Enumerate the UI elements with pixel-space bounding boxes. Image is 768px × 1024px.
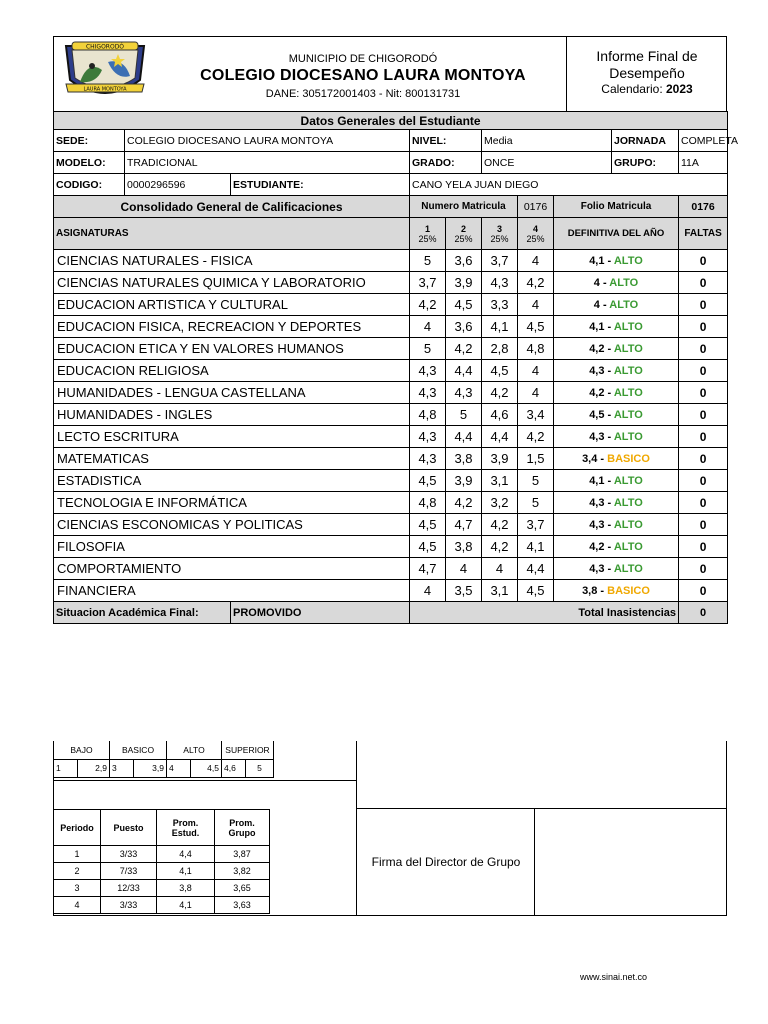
period-3-grade: 4,2 — [482, 514, 518, 536]
situacion-value: PROMOVIDO — [231, 602, 410, 624]
period-3-grade: 3,7 — [482, 250, 518, 272]
total-inasistencias-label: Total Inasistencias — [410, 602, 679, 624]
period-3-grade: 4,2 — [482, 382, 518, 404]
period-1-pct: 25% — [418, 233, 437, 244]
period-3-pct: 25% — [490, 233, 509, 244]
final-grade: 4,2 - ALTO — [554, 338, 679, 360]
grade-row — [54, 294, 728, 316]
period-2-grade: 4,7 — [446, 514, 482, 536]
final-grade-value: 3,8 — [582, 584, 598, 597]
faltas-value: 0 — [679, 536, 728, 558]
period-4-grade: 1,5 — [518, 448, 554, 470]
period-2-grade: 4,3 — [446, 382, 482, 404]
subject-name: CIENCIAS ESCONOMICAS Y POLITICAS — [54, 514, 410, 536]
period-3-grade: 4,6 — [482, 404, 518, 426]
period-3-grade: 3,1 — [482, 580, 518, 602]
period-1-number: 1 — [424, 223, 430, 234]
footer-url: www.sinai.net.co — [580, 972, 648, 982]
period-2-grade: 3,6 — [446, 250, 482, 272]
performance-level: ALTO — [613, 320, 643, 333]
scale-superior-min: 4,6 — [222, 759, 246, 777]
final-grade: 3,8 - BASICO — [554, 580, 679, 602]
grade-row — [54, 360, 728, 382]
period-summary-row — [54, 846, 270, 863]
period-3-grade: 3,2 — [482, 492, 518, 514]
period-1-grade: 4,5 — [410, 470, 446, 492]
final-grade-value: 4,2 — [589, 386, 605, 399]
period-4-grade: 4,2 — [518, 272, 554, 294]
grade-row — [54, 580, 728, 602]
scale-basico-max: 3,9 — [134, 759, 167, 777]
period-4-grade: 4,2 — [518, 426, 554, 448]
period-4-grade: 4,8 — [518, 338, 554, 360]
final-grade: 4,1 - ALTO — [554, 470, 679, 492]
final-grade: 4 - ALTO — [554, 294, 679, 316]
period-1-grade: 4 — [410, 316, 446, 338]
jornada-value: COMPLETA — [679, 130, 728, 152]
period-1-grade: 4,5 — [410, 514, 446, 536]
grade-row — [54, 272, 728, 294]
col-period-2 — [446, 218, 482, 250]
period-4-grade: 5 — [518, 492, 554, 514]
final-grade: 4,5 - ALTO — [554, 404, 679, 426]
final-grade: 4,2 - ALTO — [554, 536, 679, 558]
subject-name: ESTADISTICA — [54, 470, 410, 492]
subject-name: HUMANIDADES - INGLES — [54, 404, 410, 426]
periodo: 4 — [54, 897, 101, 914]
grades-section-title: Consolidado General de Calificaciones — [54, 196, 410, 218]
scale-divider — [53, 780, 357, 781]
subject-name: COMPORTAMIENTO — [54, 558, 410, 580]
performance-level: ALTO — [609, 276, 639, 289]
school-info — [160, 40, 566, 110]
grade-row — [54, 382, 728, 404]
final-grade-value: 3,4 — [582, 452, 598, 465]
subject-name: TECNOLOGIA E INFORMÁTICA — [54, 492, 410, 514]
puesto: 7/33 — [101, 863, 157, 880]
scale-superior-label: SUPERIOR — [222, 741, 274, 759]
period-2-grade: 4,2 — [446, 492, 482, 514]
grades-header-row — [54, 218, 728, 250]
sede-row — [54, 130, 728, 152]
final-grade-value: 4,2 — [589, 540, 605, 553]
final-grade-value: 4,3 — [589, 518, 605, 531]
col-puesto: Puesto — [101, 810, 157, 846]
col-period-4 — [518, 218, 554, 250]
period-3-grade: 3,9 — [482, 448, 518, 470]
logo-bottom-text: LAURA MONTOYA — [83, 86, 127, 93]
col-prom-estud: Prom. Estud. — [157, 810, 215, 846]
period-3-grade: 4 — [482, 558, 518, 580]
performance-level: ALTO — [613, 540, 643, 553]
performance-level: ALTO — [613, 386, 643, 399]
periodo: 2 — [54, 863, 101, 880]
scale-alto-min: 4 — [167, 759, 191, 777]
situacion-row — [54, 602, 728, 624]
grade-row — [54, 470, 728, 492]
period-1-grade: 4,8 — [410, 492, 446, 514]
modelo-row — [54, 152, 728, 174]
period-3-grade: 2,8 — [482, 338, 518, 360]
subject-name: EDUCACION RELIGIOSA — [54, 360, 410, 382]
faltas-value: 0 — [679, 514, 728, 536]
faltas-value: 0 — [679, 448, 728, 470]
jornada-label: JORNADA — [612, 130, 679, 152]
sede-value: COLEGIO DIOCESANO LAURA MONTOYA — [125, 130, 410, 152]
scale-bajo-label: BAJO — [54, 741, 110, 759]
period-4-grade: 4 — [518, 360, 554, 382]
period-3-grade: 4,1 — [482, 316, 518, 338]
performance-level: ALTO — [613, 364, 643, 377]
final-grade-value: 4 — [593, 276, 600, 289]
scale-bajo-min: 1 — [54, 759, 78, 777]
report-title-box — [566, 36, 727, 112]
grado-label: GRADO: — [410, 152, 482, 174]
period-summary-table — [53, 809, 270, 914]
scale-superior-max: 5 — [246, 759, 274, 777]
period-1-grade: 4,3 — [410, 360, 446, 382]
performance-level: ALTO — [609, 298, 639, 311]
period-2-grade: 3,5 — [446, 580, 482, 602]
col-definitiva: DEFINITIVA DEL AÑO — [554, 218, 679, 250]
final-grade: 3,4 - BASICO — [554, 448, 679, 470]
grade-row — [54, 316, 728, 338]
final-grade-value: 4,5 — [589, 408, 605, 421]
prom-grupo: 3,63 — [215, 897, 270, 914]
col-faltas: FALTAS — [679, 218, 728, 250]
period-1-grade: 3,7 — [410, 272, 446, 294]
period-1-grade: 4,5 — [410, 536, 446, 558]
grade-row — [54, 338, 728, 360]
scale-basico-label: BASICO — [110, 741, 167, 759]
period-2-grade: 3,8 — [446, 448, 482, 470]
period-2-grade: 3,8 — [446, 536, 482, 558]
codigo-value: 0000296596 — [125, 174, 231, 196]
final-grade: 4,3 - ALTO — [554, 360, 679, 382]
school-logo — [58, 40, 152, 106]
final-grade-value: 4,2 — [589, 342, 605, 355]
periodo: 1 — [54, 846, 101, 863]
col-periodo: Periodo — [54, 810, 101, 846]
period-3-grade: 4,3 — [482, 272, 518, 294]
period-4-grade: 4,5 — [518, 316, 554, 338]
final-grade: 4,3 - ALTO — [554, 514, 679, 536]
grupo-value: 11A — [679, 152, 728, 174]
prom-grupo: 3,82 — [215, 863, 270, 880]
calendar-label: Calendario: — [601, 82, 663, 96]
period-4-grade: 4,5 — [518, 580, 554, 602]
prom-estud: 4,1 — [157, 897, 215, 914]
period-2-grade: 3,6 — [446, 316, 482, 338]
folio-matricula-value: 0176 — [679, 196, 728, 218]
main-table — [53, 111, 738, 624]
puesto: 12/33 — [101, 880, 157, 897]
final-grade: 4,3 - ALTO — [554, 426, 679, 448]
subject-name: CIENCIAS NATURALES QUIMICA Y LABORATORIO — [54, 272, 410, 294]
prom-estud: 4,1 — [157, 863, 215, 880]
period-summary-row — [54, 897, 270, 914]
report-title-line1: Informe Final de — [596, 48, 698, 64]
periodo: 3 — [54, 880, 101, 897]
period-1-grade: 5 — [410, 338, 446, 360]
performance-level: ALTO — [613, 518, 643, 531]
numero-matricula-value: 0176 — [518, 196, 554, 218]
grade-rows — [54, 250, 728, 602]
final-grade-value: 4,1 — [589, 320, 605, 333]
period-1-grade: 5 — [410, 250, 446, 272]
period-4-grade: 3,4 — [518, 404, 554, 426]
prom-estud: 4,4 — [157, 846, 215, 863]
period-2-grade: 4,2 — [446, 338, 482, 360]
period-4-pct: 25% — [526, 233, 545, 244]
grade-row — [54, 448, 728, 470]
calendar-value: 2023 — [666, 82, 693, 96]
period-2-grade: 4,4 — [446, 360, 482, 382]
grade-row — [54, 250, 728, 272]
period-3-grade: 4,2 — [482, 536, 518, 558]
grade-row — [54, 558, 728, 580]
period-summary-row — [54, 863, 270, 880]
dane-nit: DANE: 305172001403 - Nit: 800131731 — [265, 88, 461, 100]
faltas-value: 0 — [679, 272, 728, 294]
puesto: 3/33 — [101, 846, 157, 863]
report-title — [567, 48, 727, 82]
school-name: COLEGIO DIOCESANO LAURA MONTOYA — [200, 67, 526, 84]
faltas-value: 0 — [679, 316, 728, 338]
period-2-number: 2 — [460, 223, 466, 234]
period-1-grade: 4 — [410, 580, 446, 602]
period-3-number: 3 — [496, 223, 502, 234]
period-2-grade: 5 — [446, 404, 482, 426]
period-3-grade: 3,1 — [482, 470, 518, 492]
performance-level: ALTO — [613, 430, 643, 443]
signature-label: Firma del Director de Grupo — [371, 855, 521, 869]
period-summary-row — [54, 880, 270, 897]
modelo-value: TRADICIONAL — [125, 152, 410, 174]
codigo-label: CODIGO: — [54, 174, 125, 196]
performance-level: ALTO — [613, 496, 643, 509]
subject-name: LECTO ESCRITURA — [54, 426, 410, 448]
scale-alto-max: 4,5 — [191, 759, 222, 777]
subject-name: EDUCACION ARTISTICA Y CULTURAL — [54, 294, 410, 316]
student-section-title: Datos Generales del Estudiante — [54, 112, 728, 130]
period-4-grade: 4,1 — [518, 536, 554, 558]
estudiante-label: ESTUDIANTE: — [231, 174, 410, 196]
total-inasistencias-value: 0 — [679, 602, 728, 624]
report-title-line2: Desempeño — [609, 65, 685, 81]
performance-level: ALTO — [613, 342, 643, 355]
final-grade-value: 4,1 — [589, 254, 605, 267]
subject-name: HUMANIDADES - LENGUA CASTELLANA — [54, 382, 410, 404]
grade-row — [54, 492, 728, 514]
faltas-value: 0 — [679, 360, 728, 382]
period-1-grade: 4,8 — [410, 404, 446, 426]
final-grade: 4,1 - ALTO — [554, 250, 679, 272]
final-grade: 4,2 - ALTO — [554, 382, 679, 404]
modelo-label: MODELO: — [54, 152, 125, 174]
performance-level: ALTO — [613, 562, 643, 575]
period-4-grade: 4 — [518, 294, 554, 316]
prom-estud: 3,8 — [157, 880, 215, 897]
final-grade-value: 4,3 — [589, 496, 605, 509]
period-1-grade: 4,7 — [410, 558, 446, 580]
final-grade-value: 4,3 — [589, 364, 605, 377]
subject-name: FINANCIERA — [54, 580, 410, 602]
grade-row — [54, 536, 728, 558]
subject-name: CIENCIAS NATURALES - FISICA — [54, 250, 410, 272]
period-3-grade: 4,4 — [482, 426, 518, 448]
scale-bajo-max: 2,9 — [78, 759, 110, 777]
grado-value: ONCE — [482, 152, 612, 174]
subject-name: EDUCACION FISICA, RECREACION Y DEPORTES — [54, 316, 410, 338]
grade-row — [54, 404, 728, 426]
student-section-title-row — [54, 112, 728, 130]
folio-matricula-label: Folio Matricula — [554, 196, 679, 218]
faltas-value: 0 — [679, 426, 728, 448]
period-4-grade: 3,7 — [518, 514, 554, 536]
grade-row — [54, 514, 728, 536]
estudiante-value: CANO YELA JUAN DIEGO — [410, 174, 728, 196]
calendar — [567, 82, 727, 96]
period-1-grade: 4,2 — [410, 294, 446, 316]
faltas-value: 0 — [679, 382, 728, 404]
final-grade: 4,3 - ALTO — [554, 558, 679, 580]
period-2-grade: 3,9 — [446, 470, 482, 492]
col-prom-grupo: Prom. Grupo — [215, 810, 270, 846]
final-grade-value: 4,3 — [589, 430, 605, 443]
faltas-value: 0 — [679, 492, 728, 514]
final-grade-value: 4 — [593, 298, 600, 311]
grade-row — [54, 426, 728, 448]
situacion-label: Situacion Académica Final: — [54, 602, 231, 624]
performance-level: BASICO — [607, 584, 650, 597]
performance-level: BASICO — [607, 452, 650, 465]
final-grade: 4 - ALTO — [554, 272, 679, 294]
puesto: 3/33 — [101, 897, 157, 914]
period-4-grade: 4,4 — [518, 558, 554, 580]
performance-level: ALTO — [613, 474, 643, 487]
period-2-grade: 4 — [446, 558, 482, 580]
subject-name: EDUCACION ETICA Y EN VALORES HUMANOS — [54, 338, 410, 360]
faltas-value: 0 — [679, 558, 728, 580]
faltas-value: 0 — [679, 404, 728, 426]
period-4-grade: 4 — [518, 250, 554, 272]
grades-title-row — [54, 196, 728, 218]
codigo-row — [54, 174, 728, 196]
faltas-value: 0 — [679, 250, 728, 272]
col-asignaturas: ASIGNATURAS — [54, 218, 410, 250]
grade-scale — [53, 741, 274, 778]
period-2-grade: 4,4 — [446, 426, 482, 448]
period-4-number: 4 — [532, 223, 538, 234]
period-rows — [54, 846, 270, 914]
performance-level: ALTO — [613, 408, 643, 421]
col-period-1 — [410, 218, 446, 250]
period-2-grade: 4,5 — [446, 294, 482, 316]
final-grade: 4,3 - ALTO — [554, 492, 679, 514]
scale-alto-label: ALTO — [167, 741, 222, 759]
final-grade-value: 4,1 — [589, 474, 605, 487]
grupo-label: GRUPO: — [612, 152, 679, 174]
period-1-grade: 4,3 — [410, 382, 446, 404]
sede-label: SEDE: — [54, 130, 125, 152]
prom-grupo: 3,65 — [215, 880, 270, 897]
numero-matricula-label: Numero Matricula — [410, 196, 518, 218]
faltas-value: 0 — [679, 470, 728, 492]
period-3-grade: 4,5 — [482, 360, 518, 382]
nivel-value: Media — [482, 130, 612, 152]
scale-basico-min: 3 — [110, 759, 134, 777]
subject-name: MATEMATICAS — [54, 448, 410, 470]
performance-level: ALTO — [613, 254, 643, 267]
period-4-grade: 5 — [518, 470, 554, 492]
faltas-value: 0 — [679, 294, 728, 316]
logo-top-text: CHIGORODÓ — [85, 43, 125, 51]
subject-name: FILOSOFIA — [54, 536, 410, 558]
faltas-value: 0 — [679, 580, 728, 602]
period-1-grade: 4,3 — [410, 448, 446, 470]
nivel-label: NIVEL: — [410, 130, 482, 152]
municipality: MUNICIPIO DE CHIGORODÓ — [288, 53, 438, 65]
period-2-grade: 3,9 — [446, 272, 482, 294]
period-3-grade: 3,3 — [482, 294, 518, 316]
period-4-grade: 4 — [518, 382, 554, 404]
col-period-3 — [482, 218, 518, 250]
final-grade-value: 4,3 — [589, 562, 605, 575]
final-grade: 4,1 - ALTO — [554, 316, 679, 338]
period-1-grade: 4,3 — [410, 426, 446, 448]
prom-grupo: 3,87 — [215, 846, 270, 863]
period-2-pct: 25% — [454, 233, 473, 244]
faltas-value: 0 — [679, 338, 728, 360]
